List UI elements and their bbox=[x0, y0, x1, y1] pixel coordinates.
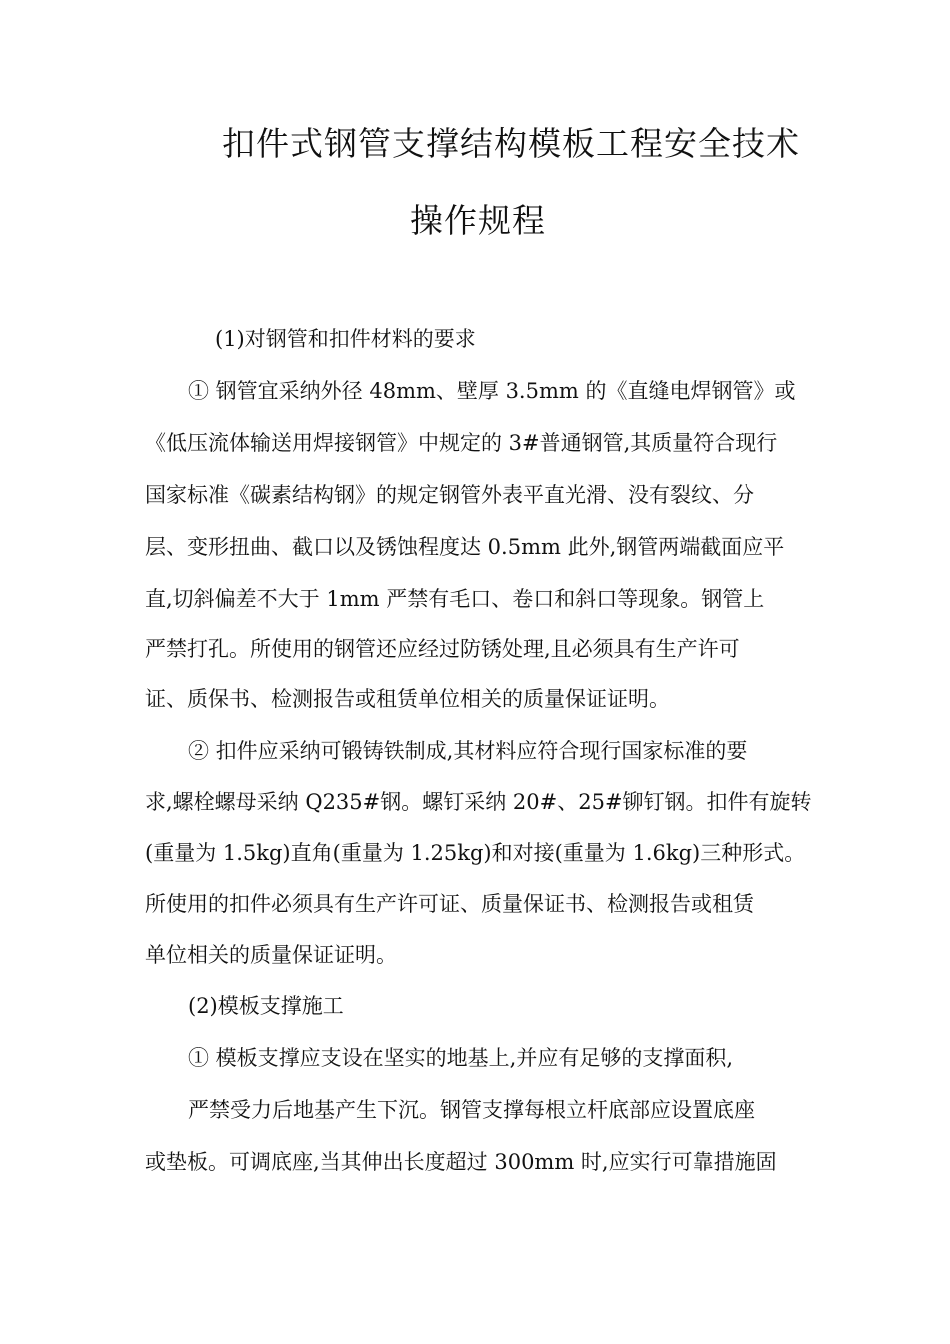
paragraph-line: 层、变形扭曲、截口以及锈蚀程度达 0.5mm 此外,钢管两端截面应平 bbox=[145, 535, 785, 559]
section-heading-1: (1)对钢管和扣件材料的要求 bbox=[215, 327, 476, 351]
document-title-line-2: 操作规程 bbox=[410, 201, 546, 240]
paragraph-line: 证、质保书、检测报告或租赁单位相关的质量保证证明。 bbox=[145, 687, 670, 711]
paragraph-line: 或垫板。可调底座,当其伸出长度超过 300mm 时,应实行可靠措施固 bbox=[145, 1150, 777, 1174]
paragraph-line: (重量为 1.5kg)直角(重量为 1.25kg)和对接(重量为 1.6kg)三种形式。 bbox=[145, 841, 806, 865]
paragraph-line: 所使用的扣件必须具有生产许可证、质量保证书、检测报告或租赁 bbox=[145, 892, 754, 916]
paragraph-line: 《低压流体输送用焊接钢管》中规定的 3#普通钢管,其质量符合现行 bbox=[145, 431, 778, 455]
paragraph-line: 求,螺栓螺母采纳 Q235#钢。螺钉采纳 20#、25#铆钉钢。扣件有旋转 bbox=[145, 790, 812, 814]
document-title-line-1: 扣件式钢管支撑结构模板工程安全技术 bbox=[222, 124, 800, 163]
paragraph-line: 国家标准《碳素结构钢》的规定钢管外表平直光滑、没有裂纹、分 bbox=[145, 483, 754, 507]
paragraph-line: 单位相关的质量保证证明。 bbox=[145, 943, 397, 967]
paragraph-line: ① 钢管宜采纳外径 48mm、壁厚 3.5mm 的《直缝电焊钢管》或 bbox=[188, 379, 796, 403]
paragraph-line: ① 模板支撑应支设在坚实的地基上,并应有足够的支撑面积, bbox=[188, 1046, 734, 1070]
paragraph-line: 严禁打孔。所使用的钢管还应经过防锈处理,且必须具有生产许可 bbox=[145, 637, 740, 661]
paragraph-line: 直,切斜偏差不大于 1mm 严禁有毛口、卷口和斜口等现象。钢管上 bbox=[145, 587, 765, 611]
paragraph-line: 严禁受力后地基产生下沉。钢管支撑每根立杆底部应设置底座 bbox=[188, 1098, 755, 1122]
section-heading-2: (2)模板支撑施工 bbox=[188, 994, 344, 1018]
paragraph-line: ② 扣件应采纳可锻铸铁制成,其材料应符合现行国家标准的要 bbox=[188, 739, 748, 763]
